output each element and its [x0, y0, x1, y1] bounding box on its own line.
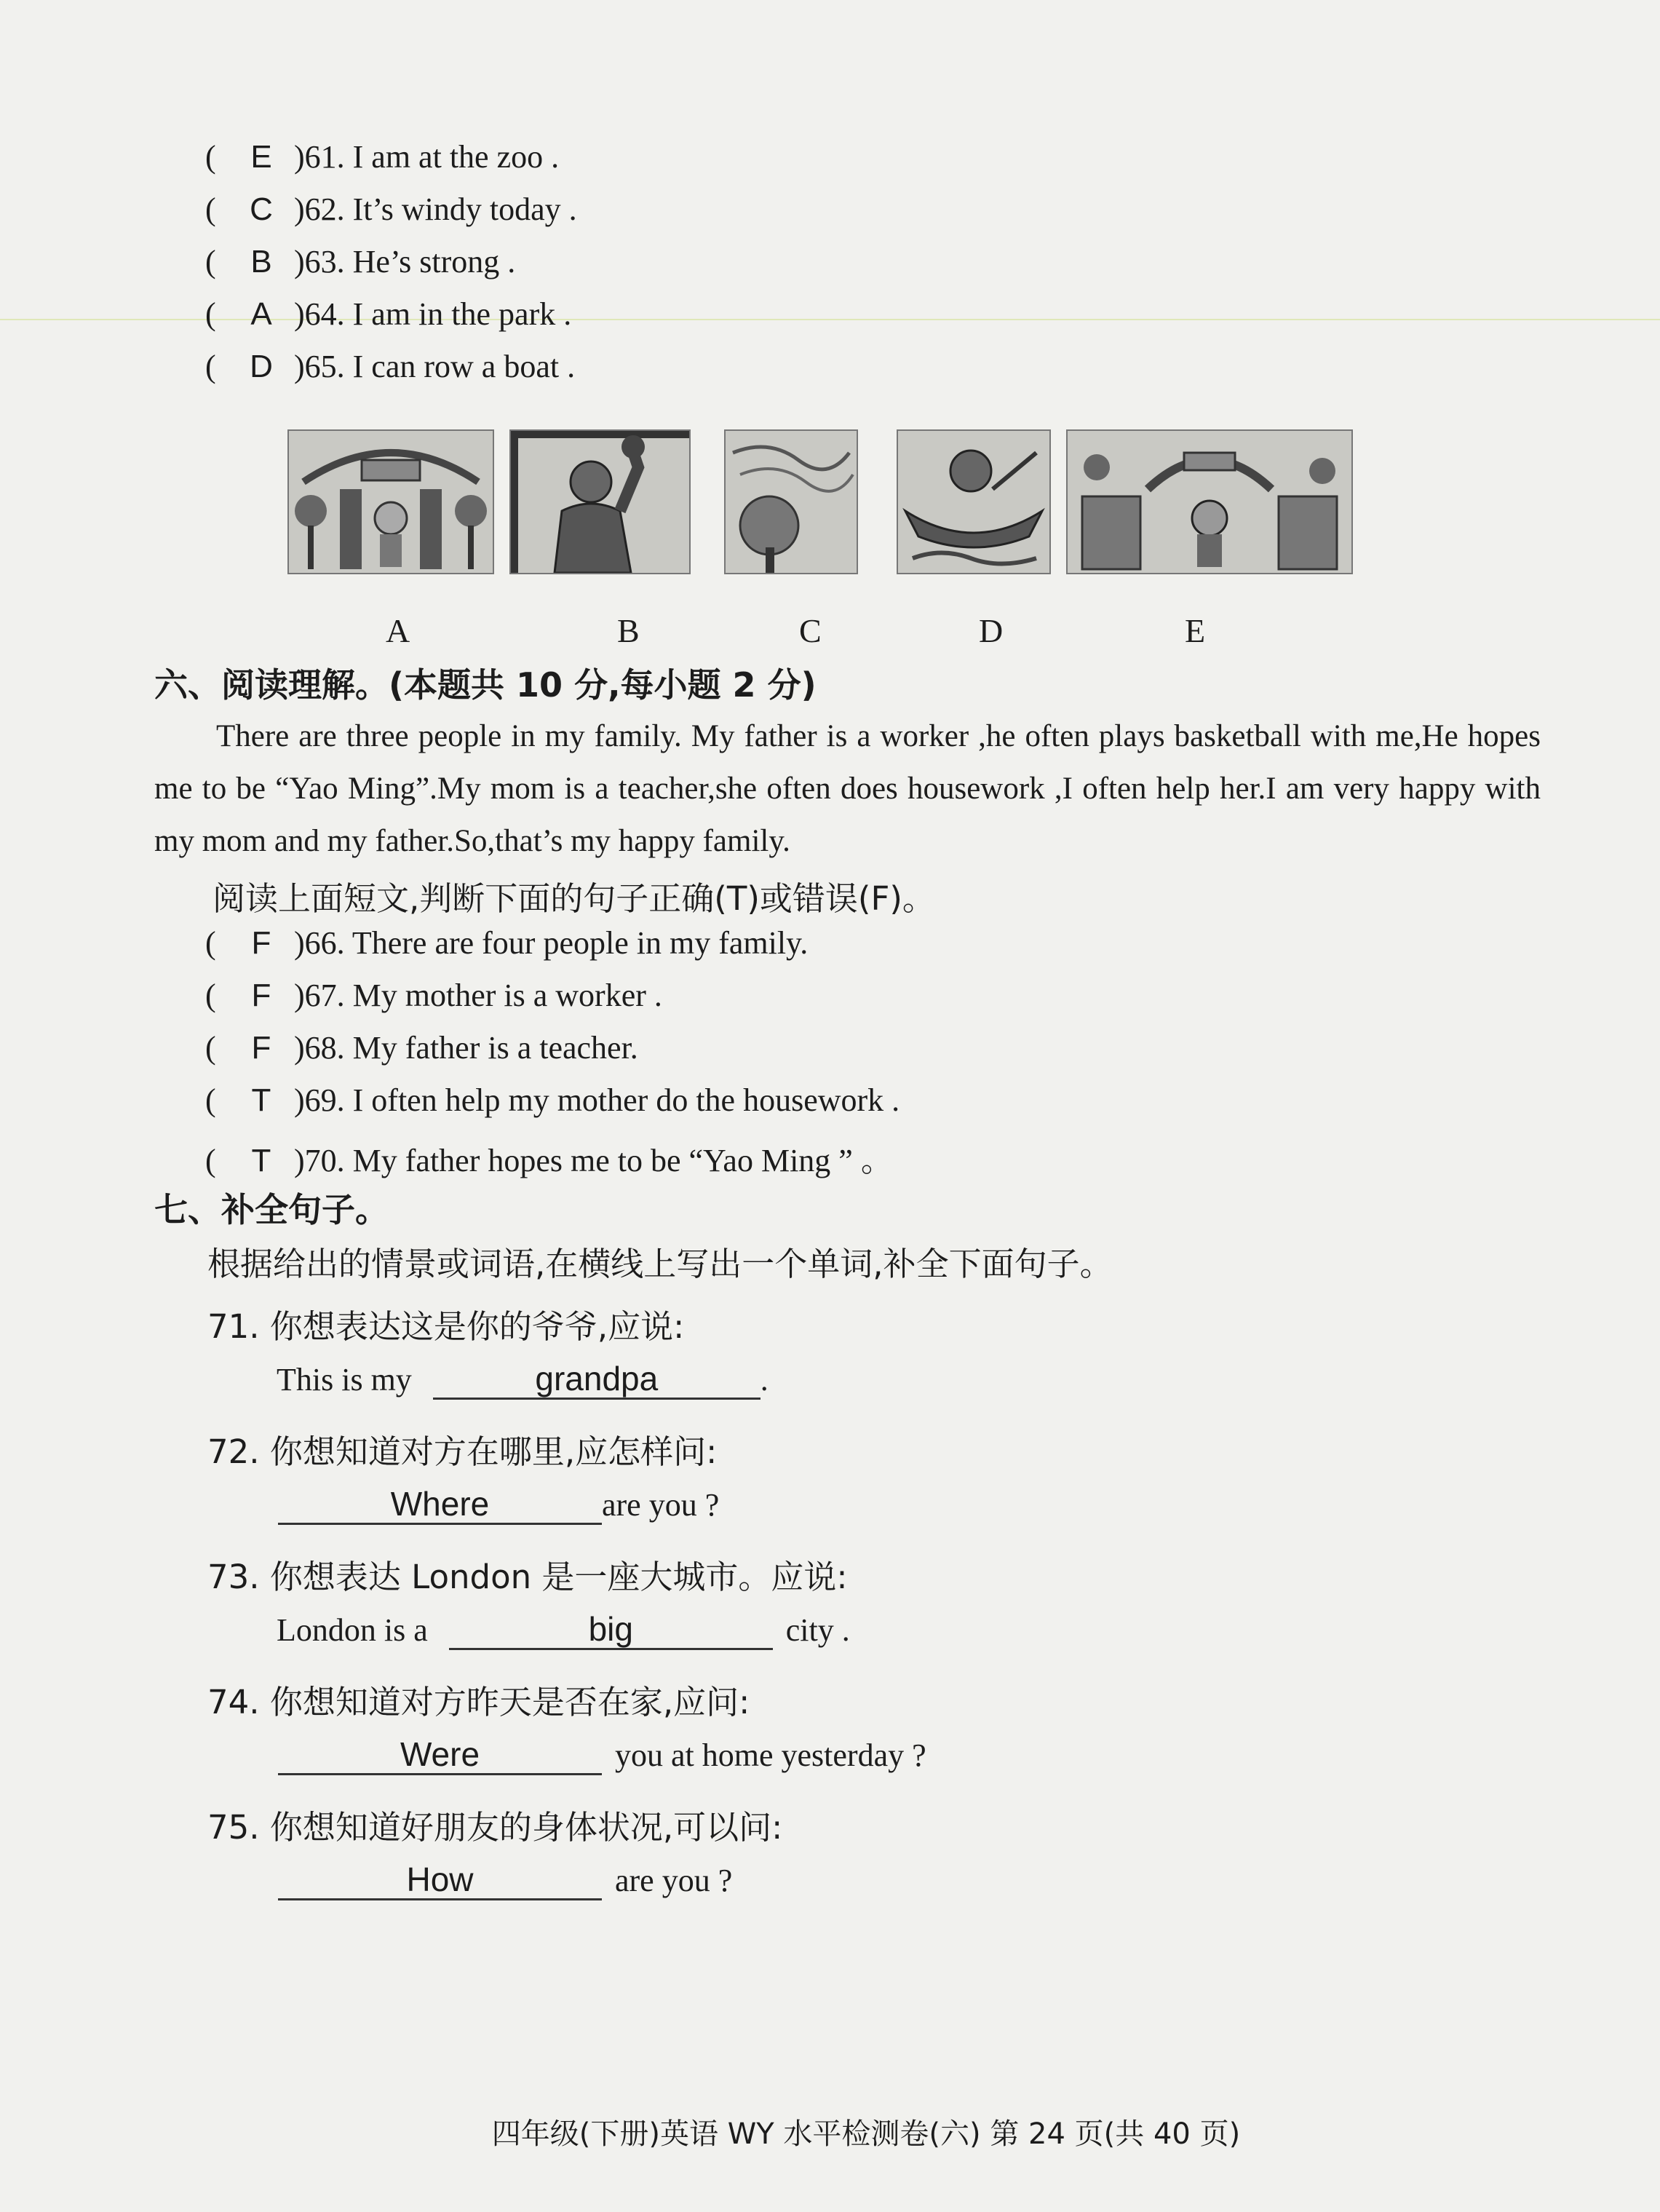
answer-66: F — [251, 925, 271, 961]
q71-sentence: This is my grandpa . — [277, 1360, 769, 1400]
q75-sentence: How are you ? — [278, 1860, 732, 1900]
answer-62: C — [250, 191, 273, 227]
picture-label-c: C — [799, 612, 822, 649]
item-text-64: )64. I am in the park . — [294, 296, 572, 332]
match-item-65: ( D )65. I can row a boat . — [205, 349, 576, 384]
item-text-68: )68. My father is a teacher. — [294, 1030, 638, 1066]
reading-heading: 六、阅读理解。(本题共 10 分,每小题 2 分) — [154, 665, 817, 705]
picture-label-e: E — [1185, 612, 1206, 649]
q72-prompt: 72. 你想知道对方在哪里,应怎样问: — [207, 1432, 718, 1471]
q73-prompt: 73. 你想表达 London 是一座大城市。应说: — [207, 1558, 848, 1596]
tf-item-67: ( F )67. My mother is a worker . — [205, 978, 662, 1013]
answer-65: D — [250, 349, 273, 384]
item-text-69: )69. I often help my mother do the housework . — [294, 1082, 900, 1118]
picture-label-d: D — [979, 612, 1004, 649]
q73-sentence: London is a big city . — [277, 1610, 850, 1650]
picture-c-windy — [724, 429, 858, 574]
reading-instruction: 阅读上面短文,判断下面的句子正确(T)或错误(F)。 — [213, 879, 935, 918]
match-item-61: ( E )61. I am at the zoo . — [205, 139, 560, 175]
reading-passage: There are three people in my family. My father is a worker ,he often plays basketball with me,He hopes me to be “Yao Ming”.My mom is a teacher,she often does housework ,I often help her.I am very happy with my mom and my father.So,that’s my happy family. — [154, 719, 1541, 858]
match-item-64: ( A )64. I am in the park . — [205, 296, 572, 332]
answer-70: T — [251, 1143, 271, 1178]
item-text-66: )66. There are four people in my family. — [294, 925, 809, 961]
answer-61: E — [250, 139, 272, 175]
q71-prompt: 71. 你想表达这是你的爷爷,应说: — [207, 1307, 685, 1346]
answer-64: A — [250, 296, 272, 332]
answer-63: B — [250, 244, 272, 280]
tf-item-69: ( T )69. I often help my mother do the housework . — [205, 1082, 900, 1118]
q74-sentence: Were you at home yesterday ? — [278, 1735, 926, 1775]
q75-prompt: 75. 你想知道好朋友的身体状况,可以问: — [207, 1808, 783, 1847]
q72-answer: Where — [278, 1485, 602, 1525]
q74-answer: Were — [278, 1735, 602, 1775]
item-text-61: )61. I am at the zoo . — [294, 139, 560, 175]
picture-d-boat — [897, 429, 1051, 574]
item-text-67: )67. My mother is a worker . — [294, 978, 662, 1013]
answer-69: T — [251, 1082, 271, 1118]
q71-answer: grandpa — [433, 1360, 760, 1400]
answer-68: F — [251, 1030, 271, 1066]
q75-answer: How — [278, 1860, 602, 1900]
page-footer: 四年级(下册)英语 WY 水平检测卷(六) 第 24 页(共 40 页) — [491, 2117, 1241, 2151]
tf-item-66: ( F )66. There are four people in my family. — [205, 925, 809, 961]
picture-label-a: A — [386, 612, 410, 649]
picture-b-strong-man — [509, 429, 691, 574]
picture-e-zoo — [1066, 429, 1353, 574]
picture-label-b: B — [617, 612, 640, 649]
q74-prompt: 74. 你想知道对方昨天是否在家,应问: — [207, 1683, 750, 1721]
item-text-63: )63. He’s strong . — [294, 244, 516, 280]
picture-a-park — [287, 429, 494, 574]
match-item-63: ( B )63. He’s strong . — [205, 244, 516, 280]
item-text-62: )62. It’s windy today . — [294, 191, 577, 227]
answer-67: F — [251, 978, 271, 1013]
match-item-62: ( C )62. It’s windy today . — [205, 191, 577, 227]
q73-answer: big — [449, 1610, 773, 1650]
completion-heading: 七、补全句子。 — [154, 1190, 389, 1229]
item-text-70: )70. My father hopes me to be “Yao Ming ” 。 — [294, 1143, 893, 1178]
q72-sentence: Where are you ? — [278, 1485, 719, 1525]
tf-item-70: ( T )70. My father hopes me to be “Yao Ming ” 。 — [205, 1143, 893, 1178]
item-text-65: )65. I can row a boat . — [294, 349, 576, 384]
completion-instruction: 根据给出的情景或词语,在横线上写出一个单词,补全下面句子。 — [207, 1245, 1113, 1283]
tf-item-68: ( F )68. My father is a teacher. — [205, 1030, 638, 1066]
